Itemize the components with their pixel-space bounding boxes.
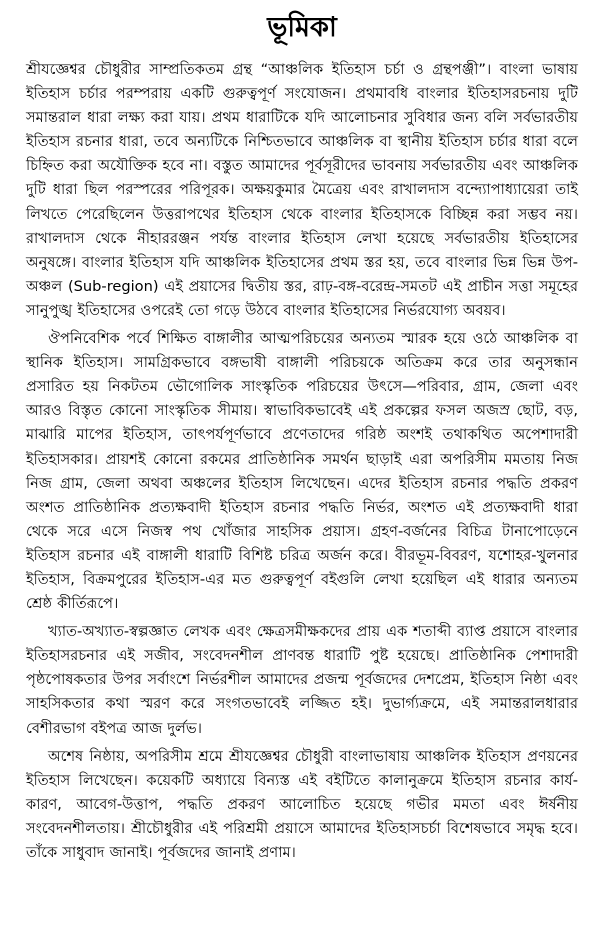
page-title: ভূমিকা — [267, 12, 337, 43]
paragraph: ঔপনিবেশিক পর্বে শিক্ষিত বাঙ্গালীর আত্মপরিচয়ের অন্যতম স্মারক হয়ে ওঠে আঞ্চলিক বা স্থানিক ইতিহাস। সামগ্রিকভাবে বঙ্গভাষী বাঙ্গালী পরিচয়কে অতিক্রম করে তার অনুসন্ধান প্রসারিত হয় নিকটতম ভৌগোলিক সাংস্কৃতিক পরিচয়ের উৎসে—পরিবার, গ্রাম, জেলা এবং আরও বিস্তৃত কোনো সাংস্কৃতিক সীমায়। স্বাভাবিকভাবেই এই প্রকল্পের ফসল অজস্র ছোট, বড়, মাঝারি মাপের ইতিহাস, তাৎপর্যপূর্ণভাবে প্রণেতাদের গরিষ্ঠ অংশই তথাকথিত অপেশাদারী ইতিহাসকার। প্রায়শই কোনো রকমের প্রাতিষ্ঠানিক সমর্থন ছাড়াই এরা অপরিসীম মমতায় নিজ নিজ গ্রাম, জেলা অথবা অঞ্চলের ইতিহাস লিখেছেন। এদের ইতিহাস রচনার পদ্ধতি প্রকরণ অংশত প্রাতিষ্ঠানিক প্রত্যক্ষবাদী ইতিহাস রচনার পদ্ধতি নির্ভর, অংশত এই প্রত্যক্ষবাদী ধারা থেকে সরে এসে নিজস্ব পথ খোঁজার সাহসিক প্রয়াস। গ্রহণ-বর্জনের বিচিত্র টানাপোড়েনে ইতিহাস রচনার এই বাঙ্গালী ধারাটি বিশিষ্ট চরিত্র অর্জন করে। বীরভূম-বিবরণ, যশোহর-খুলনার ইতিহাস, বিক্রমপুরের ইতিহাস-এর মত গুরুত্বপূর্ণ বইগুলি লেখা হয়েছিল এই ধারার অন্যতম শ্রেষ্ঠ কীর্তিরূপে। — [26, 330, 578, 613]
paragraph: শ্রীযজ্ঞেশ্বর চৌধুরীর সাম্প্রতিকতম গ্রন্থ “আঞ্চলিক ইতিহাস চর্চা ও গ্রন্থপঞ্জী”। বাংলা ভাষায় ইতিহাস চর্চার পরম্পরায় একটি গুরুত্বপূর্ণ সংযোজন। প্রথমাবধি বাংলার ইতিহাসরচনায় দুটি সমান্তরাল ধারা লক্ষ্য করা যায়। প্রথম ধারাটিকে যদি আলোচনার সুবিধার জন্য বলি সর্বভারতীয় ইতিহাস রচনার ধারা, তবে অন্যটিকে নিশ্চিতভাবে আঞ্চলিক বা স্থানীয় ইতিহাস চর্চার ধারা বলে চিহ্নিত করা অযৌক্তিক হবে না। বস্তুত আমাদের পূর্বসূরীদের ভাবনায় সর্বভারতীয় এবং আঞ্চলিক দুটি ধারা ছিল পরস্পরের পরিপূরক। অক্ষয়কুমার মৈত্রেয় এবং রাখালদাস বন্দ্যোপাধ্যায়েরা তাই লিখতে পেরেছিলেন উত্তরাপথের ইতিহাস থেকে বাংলার ইতিহাসকে বিচ্ছিন্ন করা সম্ভব নয়। রাখালদাস থেকে নীহাররঞ্জন পর্যন্ত বাংলার ইতিহাস লেখা হয়েছে সর্বভারতীয় ইতিহাসের অনুষঙ্গে। বাংলার ইতিহাস যদি আঞ্চলিক ইতিহাসের প্রথম স্তর হয়, তবে বাংলার ভিন্ন ভিন্ন উপ-অঞ্চল (Sub-region) এই প্রয়াসের দ্বিতীয় স্তর, রাঢ়-বঙ্গ-বরেন্দ্র-সমতট এই প্রাচীন সত্তা সমূহের সানুপুঙ্খ ইতিহাসের ওপরেই তো গড়ে উঠবে বাংলার ইতিহাসের নির্ভরযোগ্য অবয়ব। — [26, 61, 578, 319]
paragraph: খ্যাত-অখ্যাত-স্বল্পজ্ঞাত লেখক এবং ক্ষেত্রসমীক্ষকদের প্রায় এক শতাব্দী ব্যাপ্ত প্রয়াসে বাংলার ইতিহাসরচনার এই সজীব, সংবেদনশীল প্রাণবন্ত ধারাটি পুষ্ট হয়েছে। প্রাতিষ্ঠানিক পেশাদারী পৃষ্ঠপোষকতার উপর সর্বাংশে নির্ভরশীল আমাদের প্রজন্ম পূর্বজদের দেশপ্রেম, ইতিহাস নিষ্ঠা এবং সাহসিকতার কথা স্মরণ করে সংগতভাবেই লজ্জিত হই। দুভার্গ্যক্রমে, এই সমান্তরালধারার বেশীরভাগ বইপত্র আজ দুর্লভ। — [26, 623, 578, 737]
paragraph: অশেষ নিষ্ঠায়, অপরিসীম শ্রমে শ্রীযজ্ঞেশ্বর চৌধুরী বাংলাভাষায় আঞ্চলিক ইতিহাস প্রণয়নের ইতিহাস লিখেছেন। কয়েকটি অধ্যায়ে বিন্যস্ত এই বইটিতে কালানুক্রমে ইতিহাস রচনার কার্য-কারণ, আবেগ-উত্তাপ, পদ্ধতি প্রকরণ আলোচিত হয়েছে গভীর মমতা এবং ঈর্ষনীয় সংবেদনশীলতায়। শ্রীচৌধুরীর এই পরিশ্রমী প্রয়াসে আমাদের ইতিহাসচর্চা বিশেষভাবে সমৃদ্ধ হবে। তাঁকে সাধুবাদ জানাই। পূর্বজদের জানাই প্রণাম। — [26, 747, 578, 861]
